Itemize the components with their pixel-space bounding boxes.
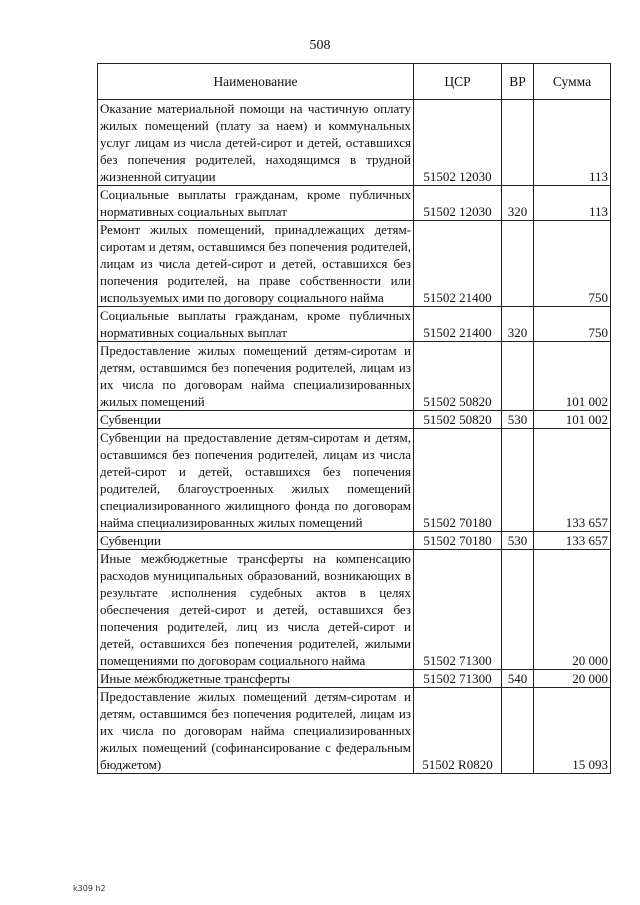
row-vr: 320: [502, 307, 534, 342]
row-name: Ремонт жилых помещений, принадлежащих детям-сиротам и детям, оставшимся без попечения родителей, лицам из числа детей-сирот и детей, оставшихся без попечения родителей, на праве собственности или используемых ими по договору социального найма: [98, 221, 414, 307]
row-vr: [502, 688, 534, 774]
header-csr: ЦСР: [414, 64, 502, 100]
row-name: Субвенции: [98, 532, 414, 550]
row-name: Иные межбюджетные трансферты на компенсацию расходов муниципальных образований, возникающих в результате исполнения судебных актов в целях обеспечения детей-сирот и детей, оставшихся без попечения родителей, лиц из числа детей-сирот и детей, оставшихся без попечения родителей, жилыми помещениями по договорам социального найма: [98, 550, 414, 670]
table-header-row: [98, 64, 611, 100]
row-csr: 51502 12030: [414, 186, 502, 221]
table-row: [98, 186, 611, 221]
row-csr: 51502 71300: [414, 670, 502, 688]
table-row: [98, 342, 611, 411]
row-csr: 51502 71300: [414, 550, 502, 670]
row-name: Социальные выплаты гражданам, кроме публичных нормативных социальных выплат: [98, 307, 414, 342]
budget-table: [97, 63, 611, 774]
row-csr: 51502 21400: [414, 307, 502, 342]
row-sum: 113: [534, 100, 611, 186]
table-row: [98, 429, 611, 532]
row-vr: [502, 429, 534, 532]
row-sum: 101 002: [534, 342, 611, 411]
row-csr: 51502 70180: [414, 429, 502, 532]
row-vr: [502, 342, 534, 411]
row-sum: 133 657: [534, 532, 611, 550]
table-row: [98, 100, 611, 186]
row-vr: [502, 550, 534, 670]
row-sum: 133 657: [534, 429, 611, 532]
row-sum: 101 002: [534, 411, 611, 429]
table-row: [98, 550, 611, 670]
row-csr: 51502 R0820: [414, 688, 502, 774]
row-vr: 320: [502, 186, 534, 221]
row-sum: 750: [534, 307, 611, 342]
document-code: k309 h2: [73, 884, 106, 893]
row-sum: 15 093: [534, 688, 611, 774]
table-row: [98, 688, 611, 774]
row-sum: 113: [534, 186, 611, 221]
page-number: 508: [309, 38, 331, 53]
row-name: Иные межбюджетные трансферты: [98, 670, 414, 688]
table-row: [98, 307, 611, 342]
row-vr: [502, 100, 534, 186]
row-vr: 530: [502, 532, 534, 550]
row-csr: 51502 21400: [414, 221, 502, 307]
row-vr: 540: [502, 670, 534, 688]
row-name: Предоставление жилых помещений детям-сиротам и детям, оставшимся без попечения родителей, лицам из их числа по договорам найма специализированных жилых помещений (софинансирование с федеральным бюджетом): [98, 688, 414, 774]
row-name: Оказание материальной помощи на частичную оплату жилых помещений (плату за наем) и коммунальных услуг лицам из числа детей-сирот и детей, оставшихся без попечения родителей, находящимся в трудной жизненной ситуации: [98, 100, 414, 186]
row-vr: 530: [502, 411, 534, 429]
row-vr: [502, 221, 534, 307]
row-csr: 51502 70180: [414, 532, 502, 550]
row-name: Субвенции на предоставление детям-сиротам и детям, оставшимся без попечения родителей, лицам из числа детей-сирот и детей, оставшихся без попечения родителей, благоустроенных жилых помещений специализированного жилищного фонда по договорам найма специализированных жилых помещений: [98, 429, 414, 532]
row-csr: 51502 12030: [414, 100, 502, 186]
row-sum: 750: [534, 221, 611, 307]
row-name: Предоставление жилых помещений детям-сиротам и детям, оставшимся без попечения родителей, лицам из их числа по договорам найма специализированных жилых помещений: [98, 342, 414, 411]
row-sum: 20 000: [534, 550, 611, 670]
row-name: Субвенции: [98, 411, 414, 429]
header-vr: ВР: [502, 64, 534, 100]
header-sum: Сумма: [534, 64, 611, 100]
table-row: [98, 532, 611, 550]
table-row: [98, 221, 611, 307]
table-row: [98, 411, 611, 429]
header-name: Наименование: [98, 64, 414, 100]
row-name: Социальные выплаты гражданам, кроме публичных нормативных социальных выплат: [98, 186, 414, 221]
table-row: [98, 670, 611, 688]
row-csr: 51502 50820: [414, 411, 502, 429]
row-csr: 51502 50820: [414, 342, 502, 411]
row-sum: 20 000: [534, 670, 611, 688]
